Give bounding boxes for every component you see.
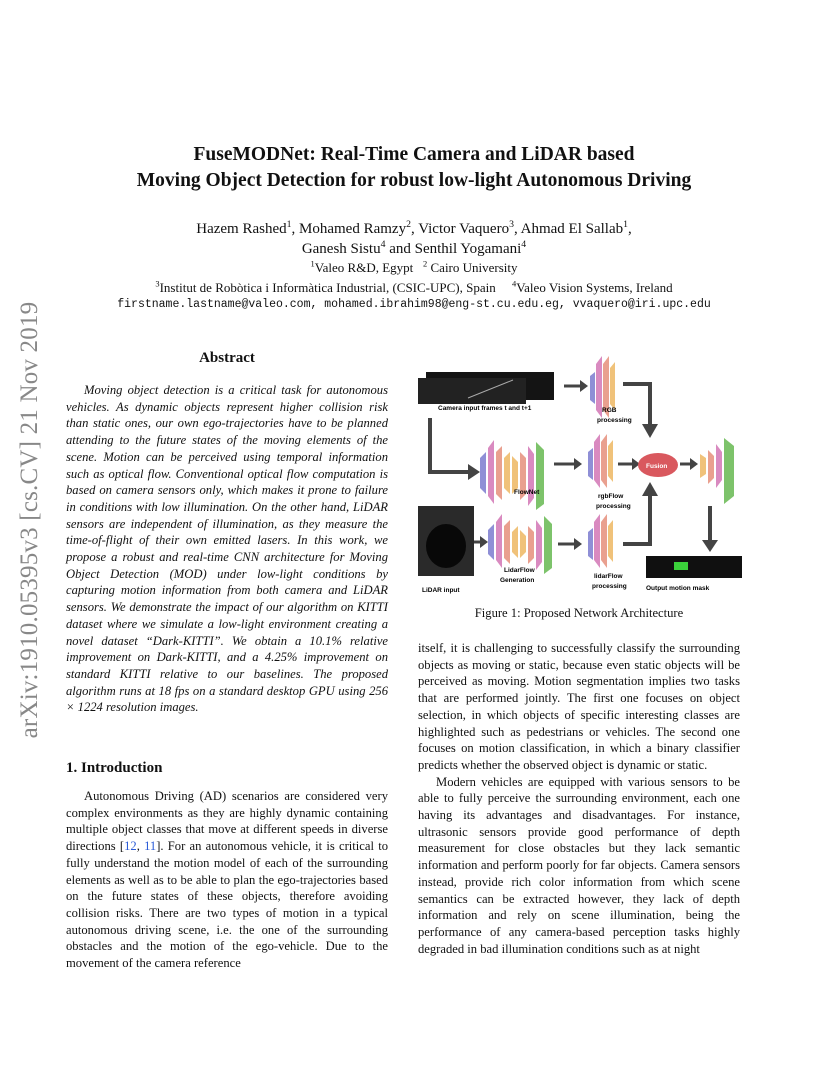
author-name: Hazem Rashed bbox=[196, 221, 287, 237]
lidarflow-block bbox=[488, 514, 552, 574]
citation-link[interactable]: 12 bbox=[124, 839, 137, 854]
author-name: Mohamed Ramzy bbox=[299, 221, 407, 237]
abstract-body: Moving object detection is a critical task for autonomous vehicles. As dynamic objects represent higher collision risk than static ones, our own ego-trajectories have to be planned attending to the future states of the moving elements of the scene. Motion can be perceived using temporal information such as optical flow. Conventional optical flow computation is based on camera sensors only, which makes it prone to failure in conditions with low illumination. On the other hand, LiDAR sensors are independent of illumination, as they measure the time-of-flight of their own emitted lasers. In this work, we propose a robust and real-time CNN architecture for Moving Object Detection (MOD) under low-light conditions by capturing motion information from both camera and LiDAR sensors. We demonstrate the impact of our algorithm on KITTI dataset where we simulate a low-light environment creating a novel dataset “Dark-KITTI”. We obtain a 10.1% relative improvement on Dark-KITTI, and a 4.25% improvement on standard KITTI relative to our baselines. The proposed algorithm runs at 18 fps on a standard desktop GPU using 256 × 1224 resolution images. bbox=[66, 383, 388, 715]
lidarflow-encoder bbox=[588, 514, 613, 568]
author-name: Ganesh Sistu bbox=[301, 241, 381, 257]
camera-input-label: Camera input frames t and t+1 bbox=[438, 405, 532, 412]
svg-text:rgbFlow: rgbFlow bbox=[598, 493, 624, 500]
paper-title: FuseMODNet: Real-Time Camera and LiDAR based Moving Object Detection for robust low-light Autonomous Driving bbox=[136, 144, 692, 191]
author-emails: firstname.lastname@valeo.com, mohamed.ibrahim98@eng-st.cu.edu.eg, vvaquero@iri.upc.edu bbox=[117, 298, 711, 311]
figure-caption: Figure 1: Proposed Network Architecture bbox=[474, 606, 684, 620]
abstract-heading: Abstract bbox=[199, 350, 255, 366]
flownet-label: FlowNet bbox=[514, 489, 540, 496]
output-mask-image bbox=[646, 556, 742, 578]
affiliations: $^1$Valeo R&D, Egypt $^2$ Cairo University $^3$Institut de Robòtica i Informàtica Industrial, (CSIC-UPC), Spain $^4$Valeo Vision Systems, Ireland bbox=[155, 258, 673, 295]
svg-text:Fusion: Fusion bbox=[646, 463, 668, 470]
author-name: Victor Vaquero bbox=[418, 221, 510, 237]
svg-text:lidarFlow: lidarFlow bbox=[594, 573, 623, 580]
svg-text:processing: processing bbox=[596, 503, 631, 510]
rgb-label: RGB bbox=[602, 407, 617, 414]
svg-text:Output motion mask: Output motion mask bbox=[646, 585, 710, 592]
svg-text:processing: processing bbox=[592, 583, 627, 590]
decoder-block bbox=[700, 438, 734, 504]
flownet-block bbox=[480, 440, 544, 510]
svg-text:processing: processing bbox=[597, 417, 632, 424]
intro-right-column: itself, it is challenging to successfully classify the surrounding objects as moving or static, because even static objects will be perceived as moving. Motion segmentation implies two tasks that are performed jointly. The first one focuses on object selection, in which objects of specific interesting classes are highlighted such as pedestrians or vehicles. The second one focuses on motion classification, in which a binary classifier predicts whether the observed object is dynamic or static. Modern vehicles are equipped with various sensors to be able to fully perceive the surrounding environment, each one having its advantages and disadvantages. For instance, ultrasonic sensors provide good performance of depth measurement for close obstacles but they lack semantic information and perform poorly for far objects. Camera sensors instead, provide rich color information from which scene semantics can be extracted however, they lack of depth information and rely on scene illumination, being the performance of any camera-based perception tasks highly degraded in bad illumination conditions such as at night bbox=[418, 641, 740, 956]
intro-left-column: Autonomous Driving (AD) scenarios are considered very complex environments as they are highly dynamic containing multiple object classes that move at different speeds in diverse directions [12, 11]. For an autonomous vehicle, it is critical to fully understand the motion model of each of the surrounding elements as well as to be able to plan the ego-trajectories based on the future states of these objects, therefore avoiding collision risks. There are two types of motion in a typical autonomous driving scene, i.e. the one of the surrounding obstacles and the motion of the ego-vehicle. Due to the movement of the camera reference bbox=[66, 789, 389, 971]
svg-text:Generation: Generation bbox=[500, 577, 535, 584]
author-name: Ahmad El Sallab bbox=[520, 221, 624, 237]
arxiv-id: arXiv:1910.05395v3 [cs.CV] 21 Nov 2019 bbox=[16, 301, 43, 739]
svg-text:LiDAR input: LiDAR input bbox=[422, 587, 460, 594]
figure-architecture bbox=[418, 346, 744, 596]
arxiv-stamp bbox=[10, 280, 50, 760]
rgbflow-encoder bbox=[588, 434, 613, 488]
author-list: Hazem Rashed$^1$, Mohamed Ramzy$^2$, Victor Vaquero$^3$, Ahmad El Sallab$^1$, Ganesh Sistu$^4$ and Senthil Yogamani$^4$ bbox=[196, 219, 632, 257]
section-heading: 1. Introduction bbox=[66, 760, 163, 776]
citation-link[interactable]: 11 bbox=[144, 839, 157, 854]
svg-text:LidarFlow: LidarFlow bbox=[504, 567, 535, 574]
author-name: Senthil Yogamani bbox=[414, 241, 522, 257]
